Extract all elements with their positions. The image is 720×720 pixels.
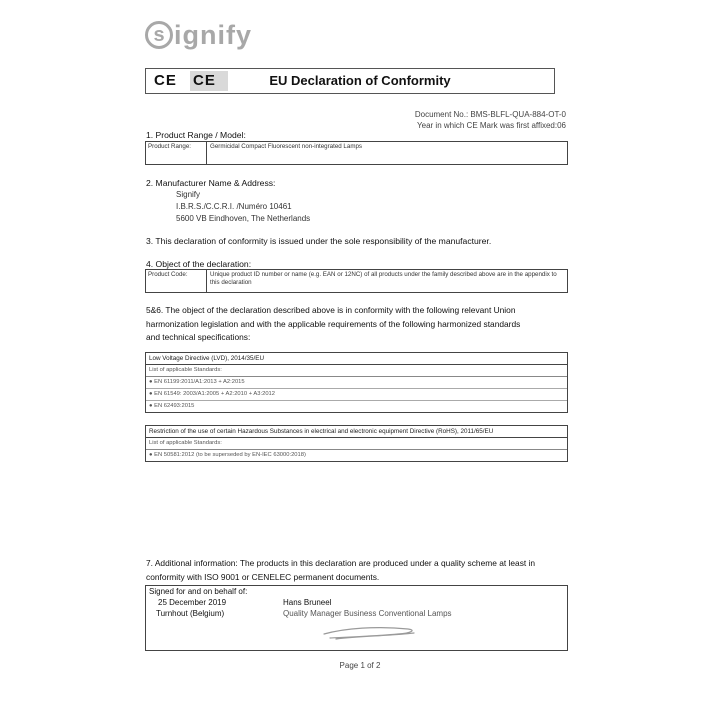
section56-text: [146, 304, 520, 345]
product-range-label: Product Range:: [146, 142, 207, 164]
manufacturer-address: [176, 189, 310, 225]
document-info: [415, 109, 566, 131]
section4-heading: 4. Object of the declaration:: [146, 259, 252, 269]
logo-mark: s: [145, 21, 173, 49]
rohs-standards-label: List of applicable Standards:: [146, 438, 567, 450]
rohs-standard-item: ● EN 50581:2012 (to be superseded by EN-IEC 63000:2018): [149, 452, 306, 458]
section7-text: [146, 557, 535, 584]
product-code-table: [145, 269, 568, 293]
section2-heading: 2. Manufacturer Name & Address:: [146, 178, 276, 188]
section1-heading: 1. Product Range / Model:: [146, 130, 246, 140]
signed-for-label: Signed for and on behalf of:: [149, 587, 248, 596]
manufacturer-address-line-1: I.B.R.S./C.C.R.I. /Numéro 10461: [176, 202, 292, 211]
product-range-value: Germicidal Compact Fluorescent non-integrated Lamps: [210, 143, 363, 150]
ce-mark-icon: CE: [154, 72, 177, 89]
signify-logo: [145, 18, 252, 52]
section3-text: 3. This declaration of conformity is issued under the sole responsibility of the manufacturer.: [146, 236, 492, 246]
product-code-value: Unique product ID number or name (e.g. EAN or 12NC) of all products under the family described above are in the appendix to this declaration: [210, 271, 557, 286]
section56-line-1: 5&6. The object of the declaration described above is in conformity with the following relevant Union: [146, 305, 516, 315]
manufacturer-address-line-2: 5600 VB Eindhoven, The Netherlands: [176, 214, 311, 223]
lvd-heading: Low Voltage Directive (LVD), 2014/35/EU: [146, 353, 567, 365]
section7-line-1: 7. Additional information: The products in this declaration are produced under a quality scheme at least in: [146, 558, 536, 568]
product-range-table: [145, 141, 568, 165]
lvd-standard-item: ● EN 61199:2011/A1:2013 + A2:2015: [146, 377, 567, 389]
logo-text: ignify: [174, 19, 252, 50]
title-box: [145, 68, 555, 94]
lvd-standard-item: ● EN 61549: 2003/A1:2005 + A2:2010 + A3:2012: [146, 389, 567, 401]
product-code-label: Product Code:: [146, 270, 207, 292]
document-number: Document No.: BMS-BLFL-QUA-884-OT-0: [414, 110, 566, 119]
page-number: Page 1 of 2: [339, 661, 381, 670]
ce-year: Year in which CE Mark was first affixed:06: [417, 121, 566, 130]
lvd-standards-label: List of applicable Standards:: [146, 365, 567, 377]
rohs-table: [145, 425, 568, 462]
ce-mark-shaded-icon: CE: [190, 71, 228, 91]
handwritten-signature: [316, 620, 426, 644]
section7-line-2: conformity with ISO 9001 or CENELEC permanent documents.: [146, 571, 380, 582]
rohs-heading: Restriction of the use of certain Hazardous Substances in electrical and electronic equipment Directive (RoHS), 2011/65/EU: [146, 426, 567, 438]
signatory-name: Hans Bruneel: [283, 598, 332, 607]
signature-place: Turnhout (Belgium): [156, 609, 225, 618]
lvd-standard-item: ● EN 62493:2015: [149, 403, 195, 409]
signature-date: 25 December 2019: [158, 598, 227, 607]
document-title: EU Declaration of Conformity: [269, 73, 451, 88]
section56-line-3: and technical specifications:: [146, 332, 251, 342]
signatory-role: Quality Manager Business Conventional Lamps: [283, 609, 452, 618]
section56-line-2: harmonization legislation and with the applicable requirements of the following harmonized standards: [146, 318, 521, 329]
signature-box: [145, 585, 568, 651]
lvd-table: [145, 352, 568, 413]
manufacturer-name: Signify: [176, 190, 201, 199]
